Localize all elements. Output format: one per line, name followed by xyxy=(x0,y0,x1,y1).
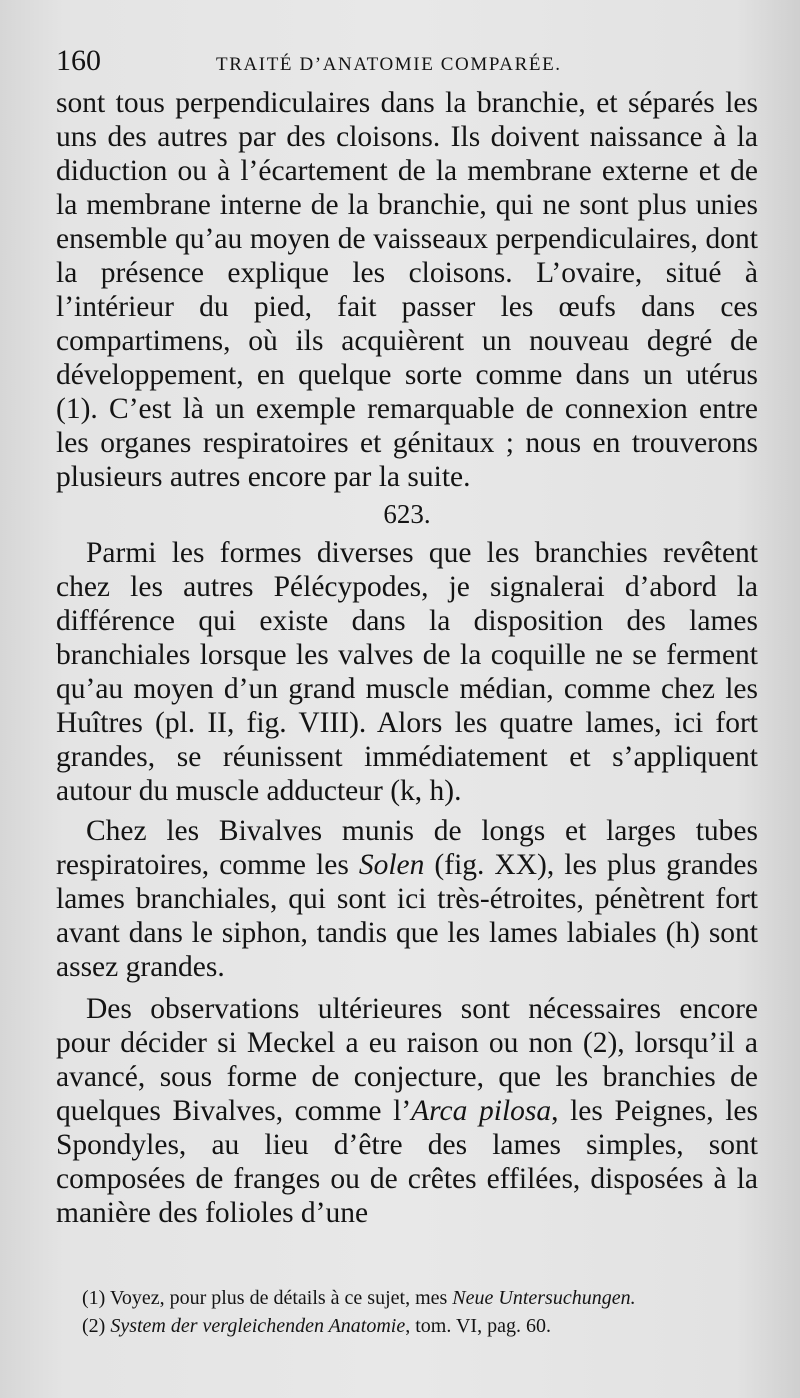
running-title: TRAITÉ D’ANATOMIE COMPARÉE. xyxy=(216,54,562,75)
footnote-2-text-after: , tom. VI, pag. 60. xyxy=(405,1315,551,1337)
footnote-2 xyxy=(56,1312,758,1340)
footnote-1 xyxy=(56,1284,758,1312)
footnote-2-italic-title: System der vergleichenden Anatomie xyxy=(110,1315,406,1337)
paragraph-3-text-after: (fig. XX), les plus grandes lames branchiales, qui sont ici très-étroites, pénètrent fort avant dans le siphon, tandis que les lames labiales (h) sont assez grandes. xyxy=(56,849,758,983)
footnotes xyxy=(56,1284,758,1340)
paragraph-4 xyxy=(56,992,758,1230)
paragraph-4-text-after: , les Peignes, les Spondyles, au lieu d’être des lames simples, sont composées de franges ou de crêtes effilées, disposées à la manière des folioles d’une xyxy=(56,1095,758,1229)
paragraph-3-text-before: Chez les Bivalves munis de longs et larges tubes respiratoires, comme les xyxy=(56,815,758,881)
footnote-1-marker: (1) xyxy=(82,1287,110,1309)
body-text xyxy=(56,86,758,1230)
footnote-1-text: Voyez, pour plus de détails à ce sujet, mes xyxy=(109,1287,453,1309)
paragraph-1: sont tous perpendiculaires dans la branchie, et séparés les uns des autres par des cloisons. Ils doivent naissance à la diduction ou à l’écartement de la membrane externe et de la membrane interne de la branchie, qui ne sont plus unies ensemble qu’au moyen de vaisseaux perpendiculaires, dont la présence explique les cloisons. L’ovaire, situé à l’intérieur du pied, fait passer les œufs dans ces compartimens, où ils acquièrent un nouveau degré de développement, en quelque sorte comme dans un utérus (1). C’est là un exemple remarquable de connexion entre les organes respiratoires et génitaux ; nous en trouverons plusieurs autres encore par la suite. xyxy=(56,87,758,493)
paragraph-3-italic-term: Solen xyxy=(358,849,425,881)
footnote-2-marker: (2) xyxy=(82,1315,111,1337)
paragraph-4-italic-term: Arca pilosa xyxy=(411,1095,552,1127)
paragraph-3 xyxy=(56,814,758,984)
section-number: 623. xyxy=(383,499,431,529)
page-number: 160 xyxy=(56,44,101,77)
footnote-1-italic-title: Neue Untersuchungen. xyxy=(452,1287,636,1309)
paragraph-2: Parmi les formes diverses que les branchies revêtent chez les autres Pélécypodes, je signalerai d’abord la différence qui existe dans la disposition des lames branchiales lorsque les valves de la coquille ne se ferment qu’au moyen d’un grand muscle médian, comme chez les Huîtres (pl. II, fig. VIII). Alors les quatre lames, ici fort grandes, se réunissent immédiatement et s’appliquent autour du muscle adducteur (k, h). xyxy=(56,537,758,807)
running-head xyxy=(56,44,758,84)
paragraph-4-text-before: Des observations ultérieures sont nécessaires encore pour décider si Meckel a eu raison ou non (2), lorsqu’il a avancé, sous forme de conjecture, que les branchies de quelques Bivalves, comme l’ xyxy=(56,993,758,1127)
